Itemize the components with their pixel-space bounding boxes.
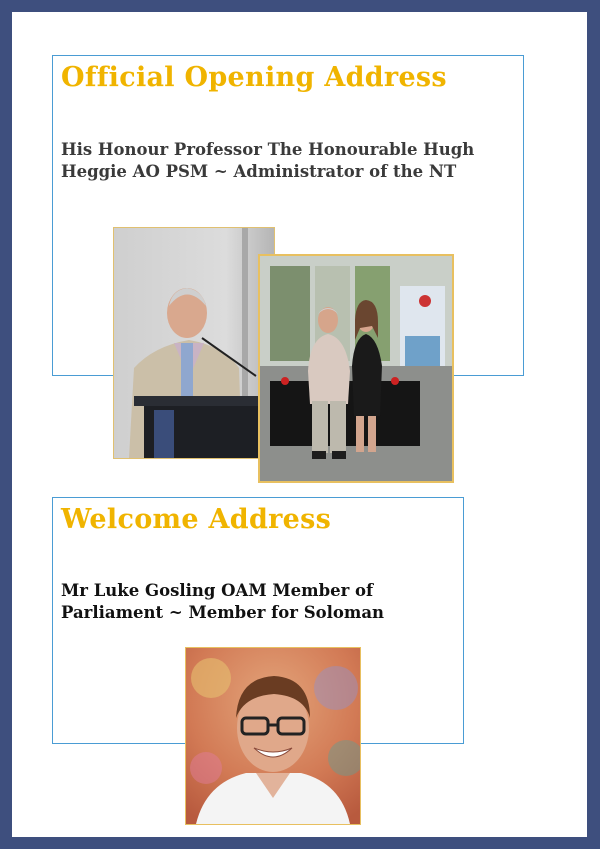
page	[12, 12, 587, 837]
welcome-address-speaker: Mr Luke Gosling OAM Member of Parliament ~ Member for Soloman	[61, 581, 385, 622]
administrator-lectern-photo	[113, 227, 275, 459]
luke-gosling-headshot	[185, 647, 361, 825]
opening-address-speaker: His Honour Professor The Honourable Hugh Heggie AO PSM ~ Administrator of the NT	[61, 140, 475, 181]
opening-address-heading: Official Opening Address	[61, 62, 447, 93]
administrator-with-host-photo	[258, 254, 454, 483]
welcome-address-heading: Welcome Address	[61, 504, 332, 535]
